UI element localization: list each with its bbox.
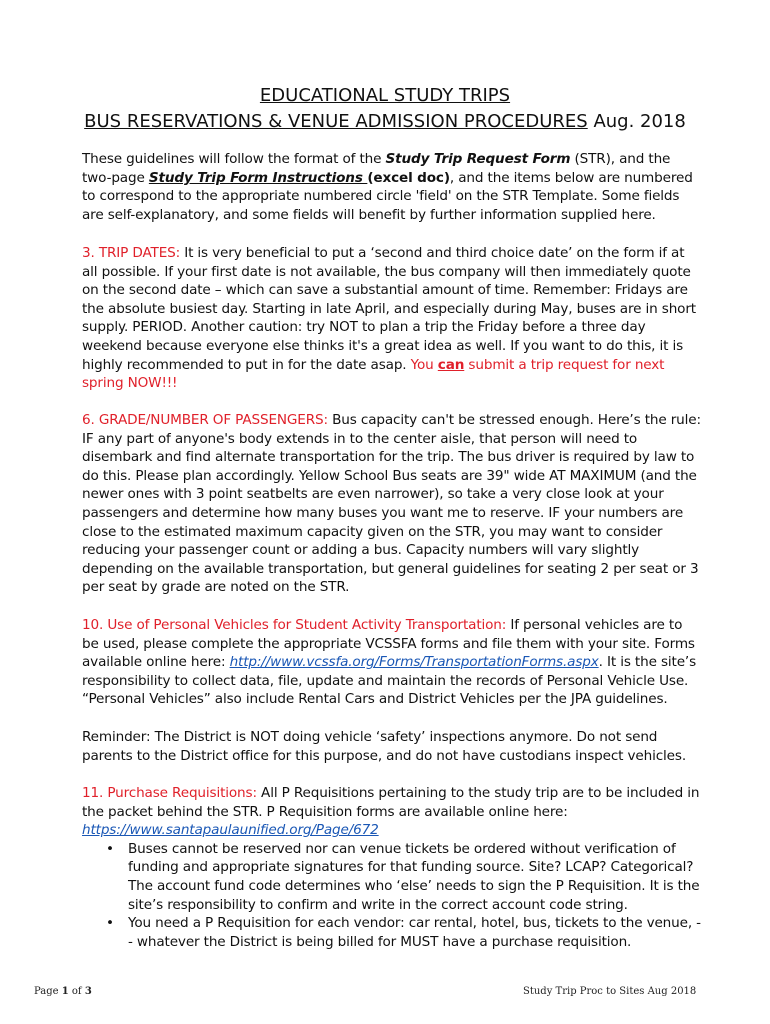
red-note-2: submit a trip request for next spring NOW!!! — [82, 356, 665, 392]
title-line-2: BUS RESERVATIONS & VENUE ADMISSION PROCEDURES — [84, 111, 588, 132]
intro-text-1: These guidelines will follow the format of the — [82, 151, 386, 167]
vcssfa-forms-link[interactable]: http://www.vcssfa.org/Forms/TransportationForms.aspx — [229, 654, 599, 671]
section-body-1: If personal vehicles are to be used, please complete the appropriate VCSSFA forms and file them with your site. Forms available online here: — [82, 617, 695, 671]
list-item: • You need a P Requisition for each vendor: car rental, hotel, bus, tickets to the venue, - - whatever the District is being billed for MUST have a purchase requisition. — [128, 914, 702, 951]
red-note-can: can — [437, 356, 465, 373]
requisition-bullet-list — [82, 840, 702, 952]
section-heading-trip-dates: TRIP DATES: — [94, 245, 181, 261]
section-body: All P Requisitions pertaining to the study trip are to be included in the packet behind the STR. P Requisition forms are available online here: — [82, 785, 700, 820]
study-trip-request-form-link[interactable]: Study Trip Request Form — [385, 151, 571, 167]
section-purchase-requisitions — [82, 784, 702, 951]
red-note-1: You — [410, 356, 438, 373]
section-heading-passengers: GRADE/NUMBER OF PASSENGERS: — [94, 412, 328, 428]
section-number-10: 10. — [82, 617, 104, 633]
page-number — [34, 986, 92, 997]
reminder-text: Reminder: The District is NOT doing vehicle ‘safety’ inspections anymore. Do not send parents to the District office for this purpose, and do not have custodians inspect vehicles. — [82, 729, 686, 764]
section-number-3: 3. — [82, 245, 95, 261]
intro-text-2: (STR), and the two-page — [82, 151, 671, 186]
document-subtitle — [0, 110, 770, 134]
intro-text-3: , and the items below are numbered to correspond to the appropriate numbered circle 'field' on the STR Template. Some fields are self-explanatory, and some fields will benefit by further information supplied here. — [82, 169, 693, 223]
footer-doc-reference: Study Trip Proc to Sites Aug 2018 — [523, 986, 697, 997]
santa-paula-requisition-link[interactable]: https://www.santapaulaunified.org/Page/672 — [82, 822, 379, 839]
section-body: Bus capacity can't be stressed enough. Here’s the rule: IF any part of anyone's body extends in to the center aisle, that person will need to disembark and find alternate transportation for the trip. The bus driver is required by law to do this. Please plan accordingly. Yellow School Bus seats are 39" wide AT MAXIMUM (and the newer ones with 3 point seatbelts are even narrower), so take a very close look at your passengers and determine how many buses you want me to reserve. IF your numbers are close to the estimated maximum capacity given on the STR, you may want to consider reducing your passenger count or adding a bus. Capacity numbers will vary slightly depending on the available transportation, but general guidelines for seating 2 per seat or 3 per seat by grade are noted on the STR. — [82, 412, 701, 596]
section-body: It is very beneficial to put a ‘second and third choice date’ on the form if at all possible. If your first date is not available, the bus company will then immediately quote on the second date – which can save a substantial amount of time. Remember: Fridays are the absolute busiest day. Starting in late April, and especially during May, buses are in short supply. PERIOD. Another caution: try NOT to plan a trip the Friday before a three day weekend because everyone else thinks it's a great idea as well. If you want to do this, it is highly recommended to put in for the date asap. — [82, 245, 696, 373]
page-current: 1 — [61, 986, 69, 997]
list-item: • Buses cannot be reserved nor can venue tickets be ordered without verification of funding and appropriate signatures for that funding source. Site? LCAP? Categorical? The account fund code determines who ‘else’ needs to sign the P Requisition. It is the site’s responsibility to confirm and write in the correct account code string. — [128, 840, 702, 914]
section-heading-purchase-requisitions: Purchase Requisitions: — [103, 785, 257, 801]
intro-paragraph — [82, 150, 702, 224]
section-trip-dates — [82, 244, 702, 393]
section-number-6: 6. — [82, 412, 95, 428]
excel-doc-label: (excel doc) — [367, 169, 450, 186]
section-passengers — [82, 411, 702, 597]
section-number-11: 11. — [82, 785, 104, 801]
section-personal-vehicles — [82, 616, 702, 709]
page-total: 3 — [84, 986, 92, 997]
study-trip-form-instructions-link[interactable]: Study Trip Form Instructions — [148, 169, 368, 186]
section-body-2: . It is the site’s responsibility to collect data, file, update and maintain the records of Personal Vehicle Use. “Personal Vehicles” also include Rental Cars and District Vehicles per the JPA guidelines. — [82, 654, 697, 708]
document-title — [0, 84, 770, 108]
title-date: Aug. 2018 — [587, 111, 686, 132]
page-prefix: Page — [34, 986, 62, 997]
reminder-paragraph — [82, 728, 702, 765]
page-of: of — [68, 986, 85, 997]
section-heading-personal-vehicles: Use of Personal Vehicles for Student Activity Transportation: — [103, 617, 507, 633]
title-line-1: EDUCATIONAL STUDY TRIPS — [259, 85, 511, 106]
